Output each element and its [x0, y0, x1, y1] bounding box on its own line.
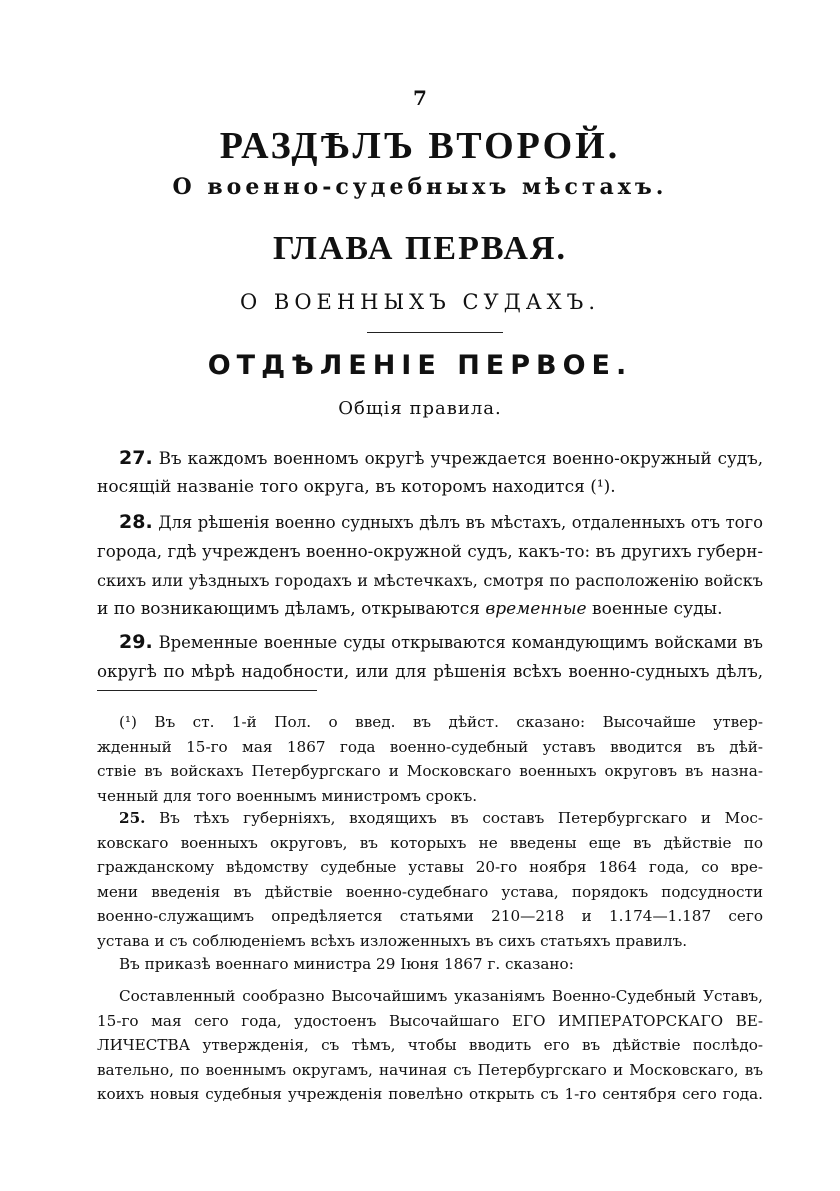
article-line: скихъ или уѣздныхъ городахъ и мѣстечкахъ, смотря по расположенію войскъ: [97, 571, 763, 590]
footnote-line: жденный 15-го мая 1867 года военно-судебный уставъ вводится въ дѣй-: [97, 737, 763, 756]
footnote-line: мени введенія въ дѣйствіе военно-судебнаго устава, порядокъ подсудности: [97, 882, 763, 901]
footnote-1: [97, 710, 763, 808]
footnote-line: ствіе въ войскахъ Петербургскаго и Московскаго военныхъ округовъ въ назна-: [97, 762, 763, 780]
footnote-divider: [97, 690, 317, 691]
footnote-line: военно-служащимъ опредѣляется статьями 210—218 и 1.174—1.187 сего: [97, 907, 763, 925]
footnote-line: коихъ новыя судебныя учрежденія повелѣно открыть съ 1-го сентября сего года.: [97, 1085, 763, 1103]
article-line: города, гдѣ учрежденъ военно-окружной судъ, какъ-то: въ другихъ губерн-: [97, 541, 763, 561]
footnote-line: 15-го мая сего года, удостоенъ Высочайшаго ЕГО ИМПЕРАТОРСКАГО ВЕ-: [97, 1011, 763, 1030]
article-28: [97, 508, 763, 624]
footnote-line: устава и съ соблюденіемъ всѣхъ изложенныхъ въ сихъ статьяхъ правилъ.: [97, 931, 688, 950]
article-29: [97, 628, 763, 686]
footnote-line: 25. Въ тѣхъ губерніяхъ, входящихъ въ составъ Петербургскаго и Мос-: [119, 809, 763, 827]
footnote-3: [97, 952, 763, 977]
article-number: 28.: [119, 511, 153, 533]
footnote-line: ковскаго военныхъ округовъ, въ которыхъ не введены еще въ дѣйствіе по: [97, 833, 763, 852]
section-title: РАЗДѢЛЪ ВТОРОЙ.: [219, 125, 621, 167]
footnote-line: ченный для того военнымъ министромъ срокъ.: [97, 786, 478, 805]
footnote-line: гражданскому вѣдомству судебные уставы 20-го ноября 1864 года, со вре-: [97, 858, 763, 876]
article-line: округѣ по мѣрѣ надобности, или для рѣшенія всѣхъ военно-судныхъ дѣлъ,: [97, 661, 763, 681]
footnote-line: Въ приказѣ военнаго министра 29 Іюня 1867 г. сказано:: [119, 955, 574, 973]
section-divider: [367, 332, 503, 333]
article-line: 29. Временные военные суды открываются командующимъ войсками въ: [119, 631, 763, 653]
article-line: 28. Для рѣшенія военно судныхъ дѣлъ въ мѣстахъ, отдаленныхъ отъ того: [119, 511, 763, 533]
footnote-marker: (¹): [119, 713, 137, 731]
section-subtitle: О военно-судебныхъ мѣстахъ.: [172, 174, 668, 200]
footnote-line: (¹) Въ ст. 1-й Пол. о введ. въ дѣйст. сказано: Высочайше утвер-: [119, 713, 763, 731]
article-number: 27.: [119, 447, 153, 469]
footnote-line: вательно, по военнымъ округамъ, начиная съ Петербургскаго и Московскаго, въ: [97, 1060, 763, 1079]
article-line: 27. Въ каждомъ военномъ округѣ учреждается военно-окружный судъ,: [119, 447, 763, 469]
chapter-subtitle: О ВОЕННЫХЪ СУДАХЪ.: [240, 290, 600, 314]
department-subtitle: Общія правила.: [338, 398, 502, 419]
page-number: 7: [413, 86, 427, 110]
footnote-line: Составленный сообразно Высочайшимъ указаніямъ Военно-Судебный Уставъ,: [119, 987, 763, 1005]
article-line: и по возникающимъ дѣламъ, открываются временные военные суды.: [97, 599, 723, 619]
article-number: 29.: [119, 631, 153, 653]
chapter-title: ГЛАВА ПЕРВАЯ.: [272, 230, 567, 267]
article-27: [97, 444, 763, 502]
footnote-4: [97, 984, 763, 1107]
footnote-2: [97, 806, 763, 953]
footnote-line: ЛИЧЕСТВА утвержденія, съ тѣмъ, чтобы вводить его въ дѣйствіе послѣдо-: [97, 1036, 763, 1054]
department-title: ОТДѢЛЕНІЕ ПЕРВОЕ.: [207, 350, 633, 381]
article-line: носящій названіе того округа, въ которомъ находится (¹).: [97, 477, 616, 497]
